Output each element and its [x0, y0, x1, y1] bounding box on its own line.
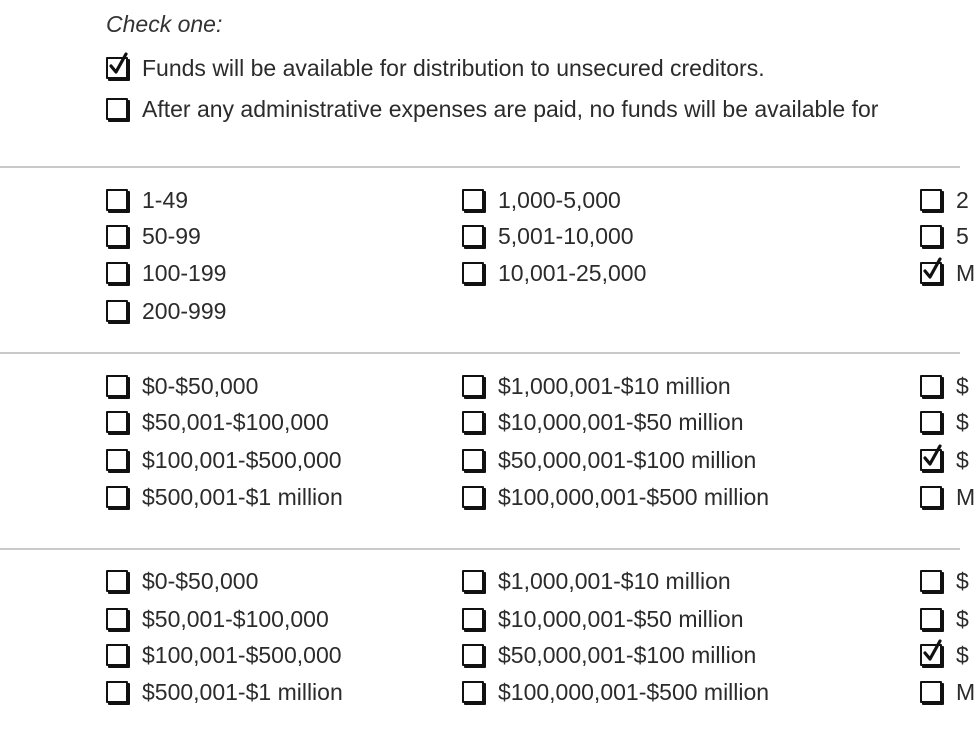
option-label: 1-49: [142, 186, 189, 213]
section-divider: [0, 166, 960, 168]
checkbox[interactable]: [106, 486, 128, 508]
checkbox[interactable]: [106, 449, 128, 471]
creditors-option[interactable]: [106, 221, 201, 251]
liabilities-option[interactable]: [106, 604, 329, 634]
option-label: $100,000,001-$500 million: [498, 678, 770, 705]
liabilities-option[interactable]: [106, 566, 258, 596]
no-funds-label: After any administrative expenses are paid, no funds will be available for: [142, 95, 879, 122]
option-label: $100,001-$500,000: [142, 641, 342, 668]
option-label: 2: [956, 186, 969, 213]
option-label: $10,000,001-$50 million: [498, 408, 744, 435]
checkmark-icon: [921, 256, 945, 284]
checkbox[interactable]: [920, 189, 942, 211]
option-label: $: [956, 567, 969, 594]
option-label: $50,000,001-$100 million: [498, 641, 757, 668]
checkbox[interactable]: [462, 449, 484, 471]
assets-option[interactable]: [920, 371, 969, 401]
checkbox[interactable]: [106, 98, 128, 120]
option-label: 100-199: [142, 259, 227, 286]
assets-option[interactable]: [106, 407, 329, 437]
liabilities-option[interactable]: [920, 640, 969, 670]
checkbox[interactable]: [106, 411, 128, 433]
option-label: $50,001-$100,000: [142, 605, 329, 632]
option-label: $500,001-$1 million: [142, 678, 343, 705]
checkmark-icon: [921, 443, 945, 471]
checkbox[interactable]: [106, 375, 128, 397]
checkbox[interactable]: [462, 486, 484, 508]
checkbox[interactable]: [920, 644, 942, 666]
creditors-option[interactable]: [462, 258, 646, 288]
section-divider: [0, 548, 960, 550]
no-funds-option[interactable]: [106, 94, 878, 124]
liabilities-option[interactable]: [462, 566, 731, 596]
option-label: 50-99: [142, 222, 201, 249]
creditors-option[interactable]: [920, 221, 969, 251]
assets-option[interactable]: [462, 482, 769, 512]
option-label: $0-$50,000: [142, 372, 259, 399]
assets-option[interactable]: [462, 407, 744, 437]
option-label: M: [956, 678, 975, 705]
checkbox[interactable]: [106, 57, 128, 79]
checkbox[interactable]: [920, 570, 942, 592]
checkbox[interactable]: [920, 449, 942, 471]
option-label: $50,000,001-$100 million: [498, 446, 757, 473]
liabilities-option[interactable]: [920, 566, 969, 596]
creditors-option[interactable]: [920, 185, 969, 215]
checkbox[interactable]: [462, 225, 484, 247]
option-label: $: [956, 641, 969, 668]
checkbox[interactable]: [106, 570, 128, 592]
liabilities-option[interactable]: [462, 677, 769, 707]
checkbox[interactable]: [920, 608, 942, 630]
option-label: $50,001-$100,000: [142, 408, 329, 435]
assets-option[interactable]: [106, 371, 258, 401]
assets-option[interactable]: [462, 371, 731, 401]
option-label: $0-$50,000: [142, 567, 259, 594]
creditors-option[interactable]: [462, 185, 621, 215]
liabilities-option[interactable]: [106, 640, 342, 670]
creditors-option[interactable]: [462, 221, 634, 251]
checkbox[interactable]: [106, 225, 128, 247]
option-label: $100,000,001-$500 million: [498, 483, 770, 510]
assets-option[interactable]: [462, 445, 756, 475]
option-label: $500,001-$1 million: [142, 483, 343, 510]
checkbox[interactable]: [462, 375, 484, 397]
liabilities-option[interactable]: [920, 604, 969, 634]
creditors-option[interactable]: [106, 296, 226, 326]
option-label: 10,001-25,000: [498, 259, 647, 286]
checkbox[interactable]: [106, 300, 128, 322]
assets-option[interactable]: [106, 445, 342, 475]
assets-option[interactable]: [920, 445, 969, 475]
checkbox[interactable]: [920, 262, 942, 284]
checkbox[interactable]: [462, 570, 484, 592]
option-label: $: [956, 408, 969, 435]
creditors-option[interactable]: [920, 258, 975, 288]
checkbox[interactable]: [462, 262, 484, 284]
creditors-option[interactable]: [106, 258, 226, 288]
assets-option[interactable]: [920, 407, 969, 437]
option-label: $1,000,001-$10 million: [498, 567, 731, 594]
option-label: $: [956, 372, 969, 399]
option-label: $1,000,001-$10 million: [498, 372, 731, 399]
option-label: $: [956, 446, 969, 473]
checkbox[interactable]: [920, 486, 942, 508]
assets-option[interactable]: [106, 482, 343, 512]
option-label: 200-999: [142, 297, 227, 324]
checkbox[interactable]: [462, 644, 484, 666]
option-label: $100,001-$500,000: [142, 446, 342, 473]
checkbox[interactable]: [462, 189, 484, 211]
option-label: 5,001-10,000: [498, 222, 634, 249]
checkbox[interactable]: [920, 681, 942, 703]
creditors-option[interactable]: [106, 185, 188, 215]
liabilities-option[interactable]: [462, 604, 744, 634]
option-label: 5: [956, 222, 969, 249]
checkbox[interactable]: [462, 681, 484, 703]
checkbox[interactable]: [920, 411, 942, 433]
funds-available-option[interactable]: [106, 53, 765, 83]
checkbox[interactable]: [106, 262, 128, 284]
section-divider: [0, 352, 960, 354]
liabilities-option[interactable]: [920, 677, 975, 707]
option-label: $: [956, 605, 969, 632]
check-one-prompt: Check one:: [106, 11, 223, 37]
checkbox[interactable]: [106, 189, 128, 211]
liabilities-option[interactable]: [462, 640, 756, 670]
option-label: $10,000,001-$50 million: [498, 605, 744, 632]
checkbox[interactable]: [920, 225, 942, 247]
checkbox[interactable]: [106, 681, 128, 703]
assets-option[interactable]: [920, 482, 975, 512]
option-label: M: [956, 259, 975, 286]
checkbox[interactable]: [106, 644, 128, 666]
checkbox[interactable]: [462, 411, 484, 433]
funds-available-label: Funds will be available for distribution to unsecured creditors.: [142, 54, 765, 81]
option-label: 1,000-5,000: [498, 186, 621, 213]
checkbox[interactable]: [920, 375, 942, 397]
checkbox[interactable]: [106, 608, 128, 630]
liabilities-option[interactable]: [106, 677, 343, 707]
checkmark-icon: [107, 51, 131, 79]
option-label: M: [956, 483, 975, 510]
checkbox[interactable]: [462, 608, 484, 630]
checkmark-icon: [921, 638, 945, 666]
